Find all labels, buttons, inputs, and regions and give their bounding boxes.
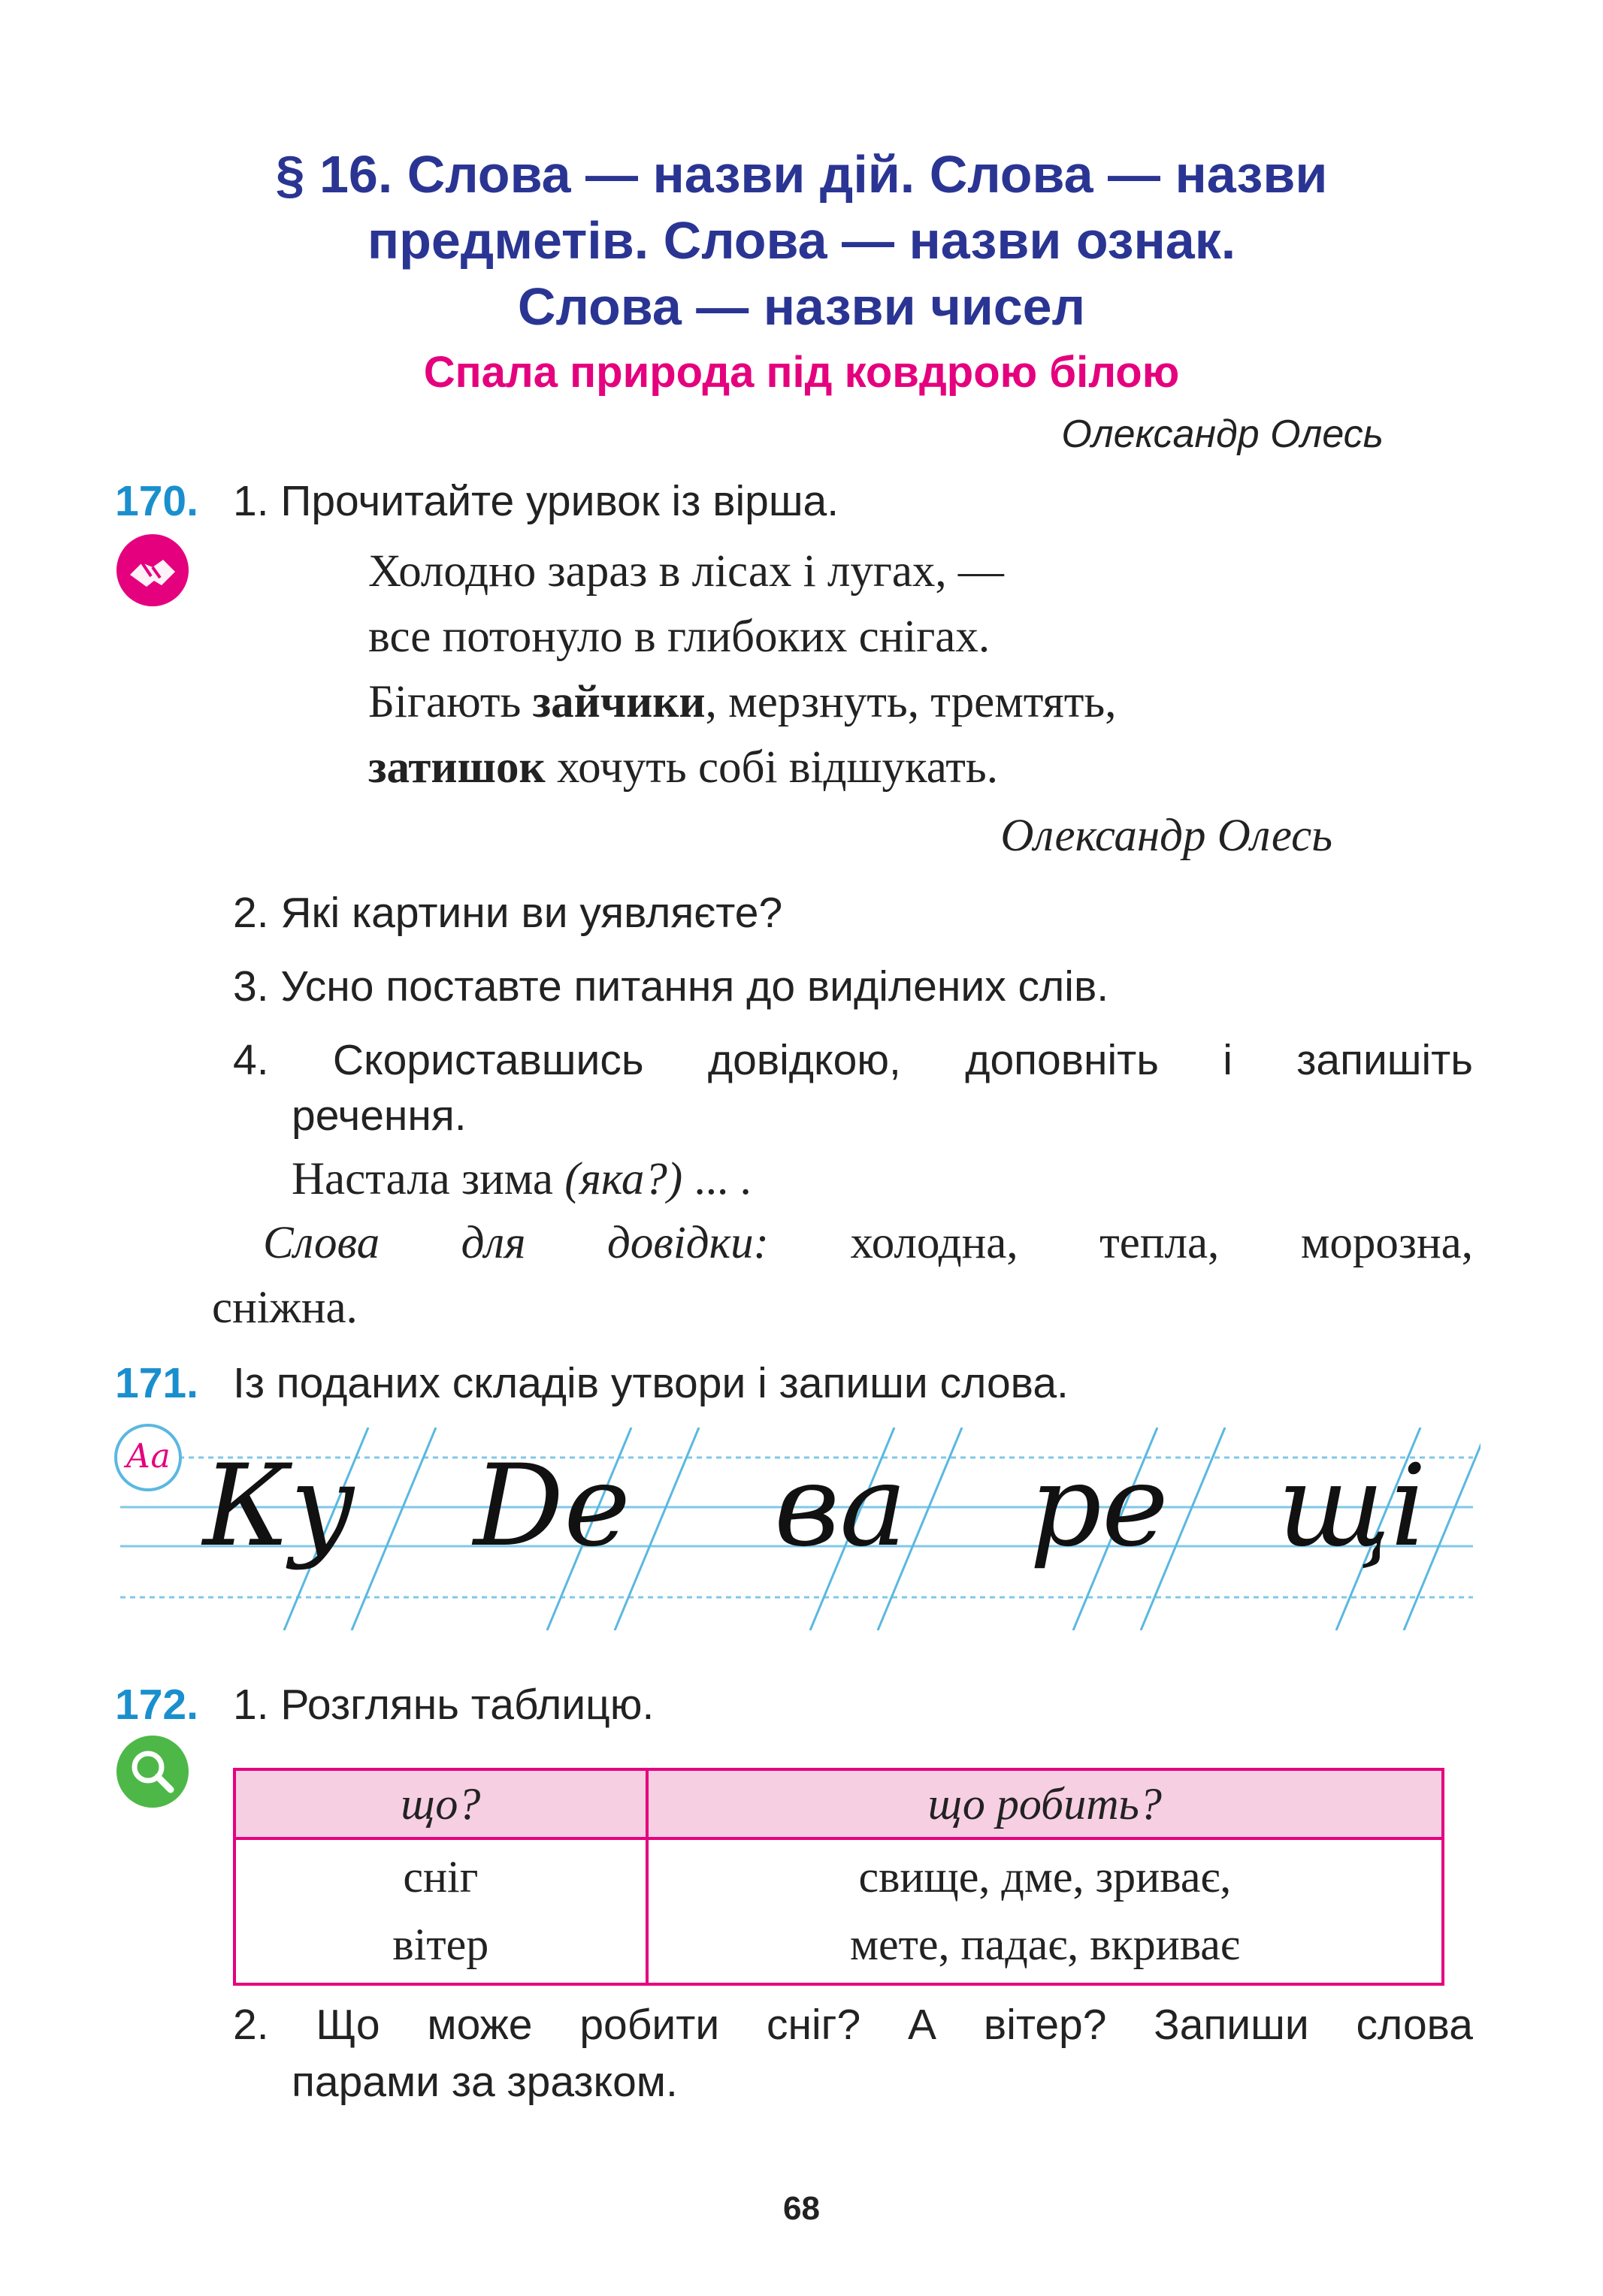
- exercise-170-task-4: 4. Скориставшись довідкою, доповніть і запишіть: [233, 1036, 1473, 1084]
- syllable-4: ре: [1030, 1441, 1169, 1572]
- exercise-172-task-2-cont: парами за зразком.: [292, 2058, 678, 2106]
- poem-line-1: Холодно зараз в лісах і лугах, —: [368, 546, 1004, 597]
- hint-words-line-2: сніжна.: [212, 1282, 358, 1333]
- hint-label: Слова для довідки:: [263, 1218, 769, 1268]
- hint-words-line-1: Слова для довідки: холодна, тепла, морозна,: [263, 1218, 1473, 1268]
- poem-line-3: Бігають зайчики, мерзнуть, тремтять,: [368, 677, 1117, 727]
- words-table: [233, 1768, 1444, 1986]
- exercise-170-task-1: 1. Прочитайте уривок із вірша.: [233, 477, 839, 525]
- table-cell-verbs: свище, дме, зриває, мете, падає, вкриває: [647, 1838, 1443, 1984]
- chapter-title-line-2: предметів. Слова — назви ознак.: [367, 211, 1236, 270]
- exercise-170-number: 170.: [115, 477, 198, 525]
- poem-line-4: затишок хочуть собі відшукать.: [368, 742, 998, 793]
- exercise-170-task-2: 2. Які картини ви уявляєте?: [233, 889, 783, 937]
- section-subtitle: Спала природа під ковдрою білою: [423, 348, 1180, 397]
- exercise-172-task-1: 1. Розглянь таблицю.: [233, 1681, 655, 1729]
- exercise-172-number: 172.: [115, 1681, 198, 1729]
- highlighted-word-zaichyky: зайчики: [532, 677, 706, 727]
- table-header-what-does: що робить?: [647, 1769, 1443, 1838]
- table-header-what: що?: [234, 1769, 647, 1838]
- magnifier-icon: [116, 1736, 189, 1808]
- syllable-1: Ку: [203, 1441, 356, 1572]
- table-cell-nouns: сніг вітер: [234, 1838, 647, 1984]
- syllable-5: щі: [1278, 1441, 1427, 1572]
- subtitle-author: Олександр Олесь: [1061, 412, 1384, 456]
- exercise-171-number: 171.: [115, 1359, 198, 1407]
- handshake-icon: [116, 534, 189, 606]
- syllable-2: De: [473, 1441, 631, 1572]
- letters-aa-icon: Аа: [114, 1424, 182, 1491]
- page-number: 68: [783, 2190, 820, 2227]
- exercise-170-task-4-cont: речення.: [292, 1092, 467, 1140]
- chapter-title-line-3: Слова — назви чисел: [517, 277, 1086, 336]
- poem-author: Олександр Олесь: [1000, 811, 1332, 861]
- exercise-170-task-3: 3. Усно поставте питання до виділених слів.: [233, 962, 1109, 1011]
- highlighted-word-zatyshok: затишок: [368, 742, 546, 793]
- exercise-172-task-2: 2. Що може робити сніг? А вітер? Запиши слова: [233, 2001, 1473, 2049]
- poem-line-2: все потонуло в глибоких снігах.: [368, 612, 991, 662]
- fill-in-sentence: Настала зима (яка?) ... .: [292, 1154, 752, 1204]
- chapter-title-line-1: § 16. Слова — назви дій. Слова — назви: [275, 145, 1328, 204]
- syllable-3: ва: [774, 1441, 907, 1572]
- exercise-171-task: Із поданих складів утвори і запиши слова.: [233, 1359, 1069, 1407]
